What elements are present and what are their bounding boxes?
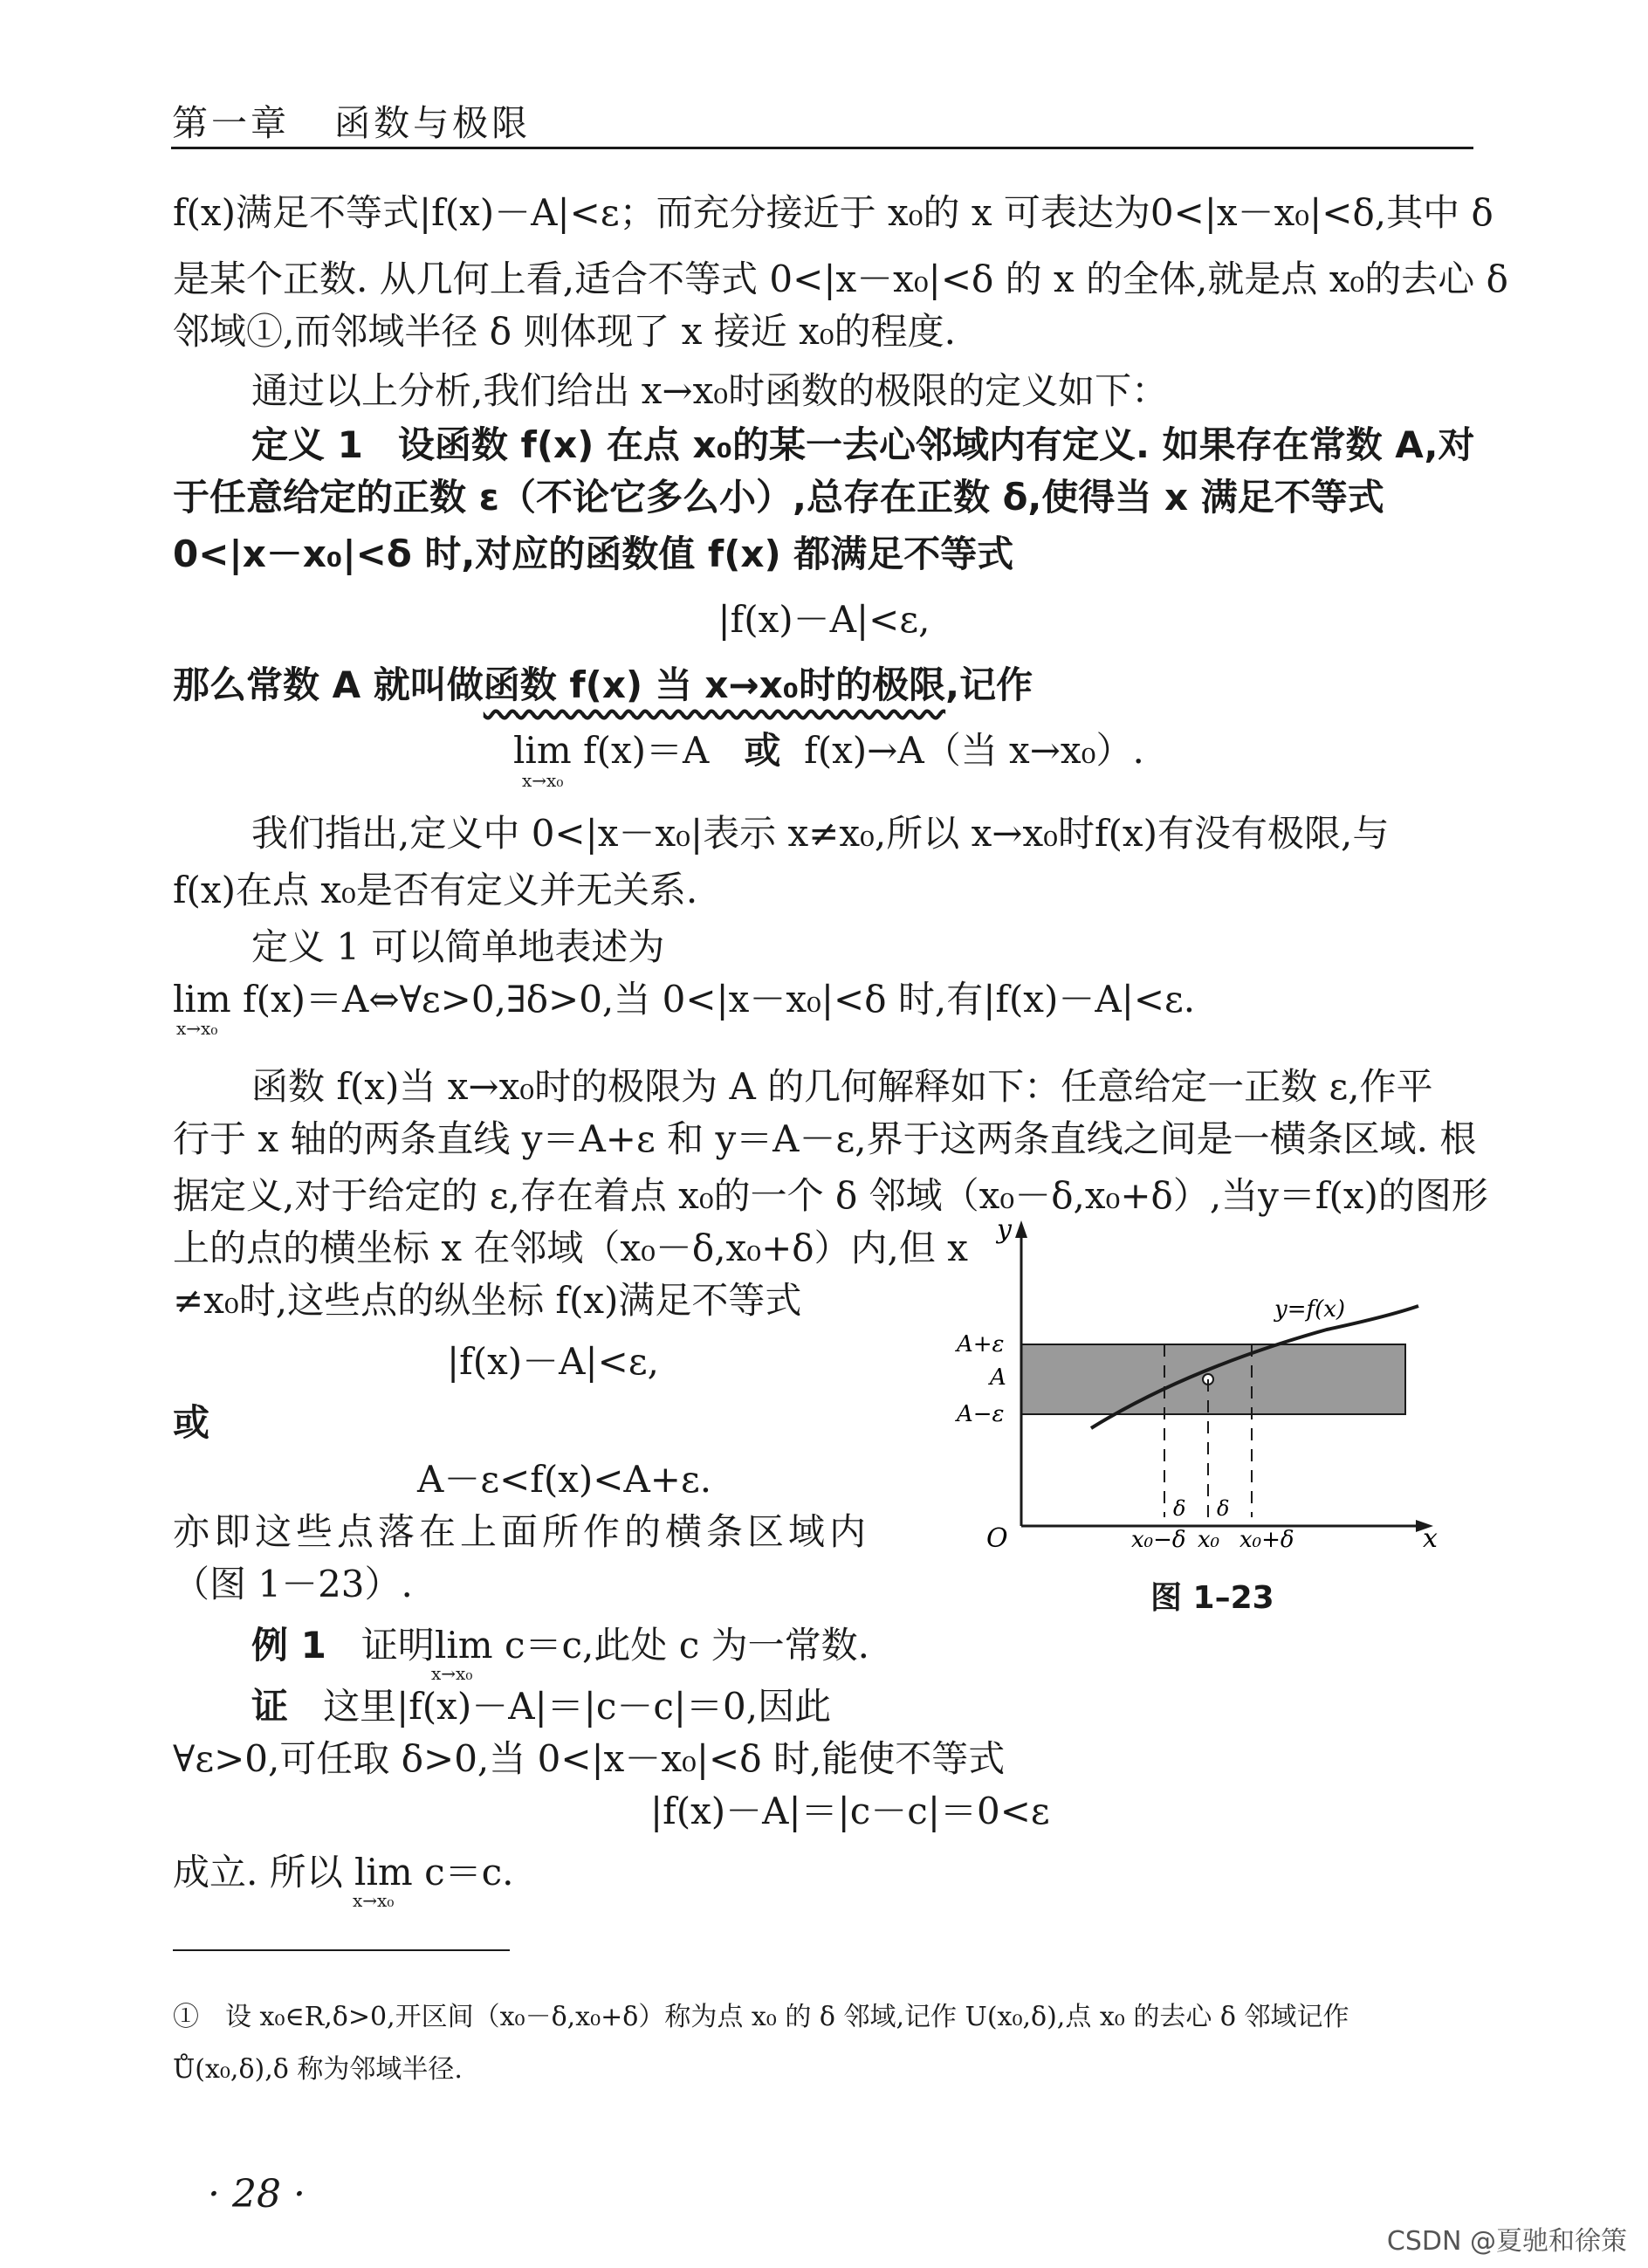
chapter-label: 第一章 <box>172 102 290 144</box>
example-label: 例 1 <box>251 1624 326 1667</box>
definition-text: 设函数 f(x) 在点 x₀的某一去心邻域内有定义. 如果存在常数 A,对 <box>397 423 1475 466</box>
footnote-line: Ů(x₀,δ),δ 称为邻域半径. <box>173 2054 463 2085</box>
formula-or: 或 <box>744 729 781 772</box>
definition-text: 0<|x－x₀|<δ 时,对应的函数值 f(x) 都满足不等式 <box>173 533 1014 575</box>
text-line: 行于 x 轴的两条直线 y＝A+ε 和 y＝A－ε,界于这两条直线之间是一横条区域. 根 <box>173 1117 1477 1160</box>
definition-text: 于任意给定的正数 ε（不论它多么小）,总存在正数 δ,使得当 x 满足不等式 <box>173 476 1384 519</box>
definition-1-line <box>251 419 1474 471</box>
footnote-rule <box>173 1949 510 1951</box>
definition-label: 定义 1 <box>251 423 363 466</box>
y-axis-label: y <box>997 1214 1012 1245</box>
a-plus-eps-label: A+ε <box>957 1331 1005 1357</box>
text-line: 是某个正数. 从几何上看,适合不等式 0<|x－x₀|<δ 的 x 的全体,就是点 x₀的去心 δ <box>173 258 1508 300</box>
formula: lim f(x)＝A⇔∀ε>0,∃δ>0,当 0<|x－x₀|<δ 时,有|f(x)－A|<ε. <box>173 978 1196 1021</box>
text-line: 我们指出,定义中 0<|x－x₀|表示 x≠x₀,所以 x→x₀时f(x)有没有极限,与 <box>251 812 1390 855</box>
formula-lim: lim f(x)＝A <box>513 729 710 772</box>
y-axis-arrow-icon <box>1015 1220 1027 1238</box>
origin-label: O <box>986 1523 1008 1554</box>
limit-formula <box>513 725 1144 777</box>
text-line: （图 1－23）. <box>173 1563 413 1605</box>
definition-text: 那么常数 A 就叫做 <box>173 663 484 706</box>
formula: |f(x)－A|＝|c－c|＝0<ε <box>650 1790 1050 1832</box>
curve-label: y=f(x) <box>1274 1296 1346 1323</box>
text-line: ≠x₀时,这些点的纵坐标 f(x)满足不等式 <box>173 1279 802 1322</box>
text-line: 亦即这些点落在上面所作的横条区域内 <box>173 1510 871 1553</box>
text-line: 定义 1 可以简单地表述为 <box>251 925 665 968</box>
text-line: 通过以上分析,我们给出 x→x₀时函数的极限的定义如下： <box>251 369 1169 412</box>
watermark: CSDN @夏驰和徐策 <box>1386 2226 1627 2257</box>
a-label: A <box>990 1364 1006 1391</box>
footnote-line: ① 设 x₀∈R,δ>0,开区间（x₀－δ,x₀+δ）称为点 x₀ 的 δ 邻域,记作 U(x₀,δ),点 x₀ 的去心 δ 邻域记作 <box>173 2002 1349 2032</box>
text-line: 或 <box>173 1401 210 1444</box>
example-text: 证明 <box>360 1624 435 1667</box>
example-formula: lim c＝c,此处 c 为一常数. <box>434 1624 869 1667</box>
formula-arrow: f(x)→A（当 x→x₀）. <box>804 729 1144 772</box>
formula: |f(x)－A|<ε, <box>447 1340 659 1383</box>
formula: A－ε<f(x)<A+ε. <box>417 1458 712 1501</box>
header-rule <box>171 147 1473 149</box>
proof-label: 证 <box>251 1685 289 1728</box>
figure-1-23 <box>951 1212 1458 1561</box>
x0-label: x₀ <box>1198 1527 1220 1553</box>
definition-text: ,记作 <box>945 663 1033 706</box>
x0-plus-delta-label: x₀+δ <box>1239 1527 1294 1553</box>
lim-subscript: x→x₀ <box>431 1663 473 1684</box>
definition-text-line <box>173 659 1033 711</box>
example-line <box>251 1619 869 1672</box>
x-axis-label: x <box>1423 1523 1438 1554</box>
page-number: · 28 · <box>208 2172 306 2216</box>
x0-minus-delta-label: x₀−δ <box>1131 1527 1186 1553</box>
delta-label: δ <box>1217 1496 1230 1521</box>
proof-line <box>251 1680 831 1733</box>
text-line: f(x)在点 x₀是否有定义并无关系. <box>173 869 698 911</box>
text-line: 成立. 所以 lim c＝c. <box>173 1851 514 1893</box>
lim-subscript: x→x₀ <box>522 770 564 791</box>
text-line: 邻域①,而邻域半径 δ 则体现了 x 接近 x₀的程度. <box>173 310 956 353</box>
text-line: ∀ε>0,可任取 δ>0,当 0<|x－x₀|<δ 时,能使不等式 <box>173 1737 1006 1780</box>
figure-caption: 图 1–23 <box>1150 1580 1274 1616</box>
limit-term-underlined: 函数 f(x) 当 x→x₀时的极限 <box>483 663 946 706</box>
delta-label: δ <box>1173 1496 1186 1521</box>
lim-subscript: x→x₀ <box>176 1018 218 1039</box>
a-minus-eps-label: A−ε <box>957 1401 1005 1427</box>
text-line: 上的点的横坐标 x 在邻域（x₀－δ,x₀+δ）内,但 x <box>173 1227 968 1269</box>
chapter-title: 函数与极限 <box>334 102 532 144</box>
formula: |f(x)－A|<ε, <box>718 598 930 641</box>
text-line: 函数 f(x)当 x→x₀时的极限为 A 的几何解释如下：任意给定一正数 ε,作平 <box>251 1065 1433 1108</box>
text-line: f(x)满足不等式|f(x)－A|<ε；而充分接近于 x₀的 x 可表达为0<|x－x₀|<δ,其中 δ <box>173 191 1494 234</box>
running-header <box>172 94 531 146</box>
text-line: 据定义,对于给定的 ε,存在着点 x₀的一个 δ 邻域（x₀－δ,x₀+δ）,当y＝f(x)的图形 <box>173 1174 1488 1217</box>
proof-text: 这里|f(x)－A|＝|c－c|＝0,因此 <box>323 1685 832 1728</box>
lim-subscript: x→x₀ <box>353 1890 395 1911</box>
